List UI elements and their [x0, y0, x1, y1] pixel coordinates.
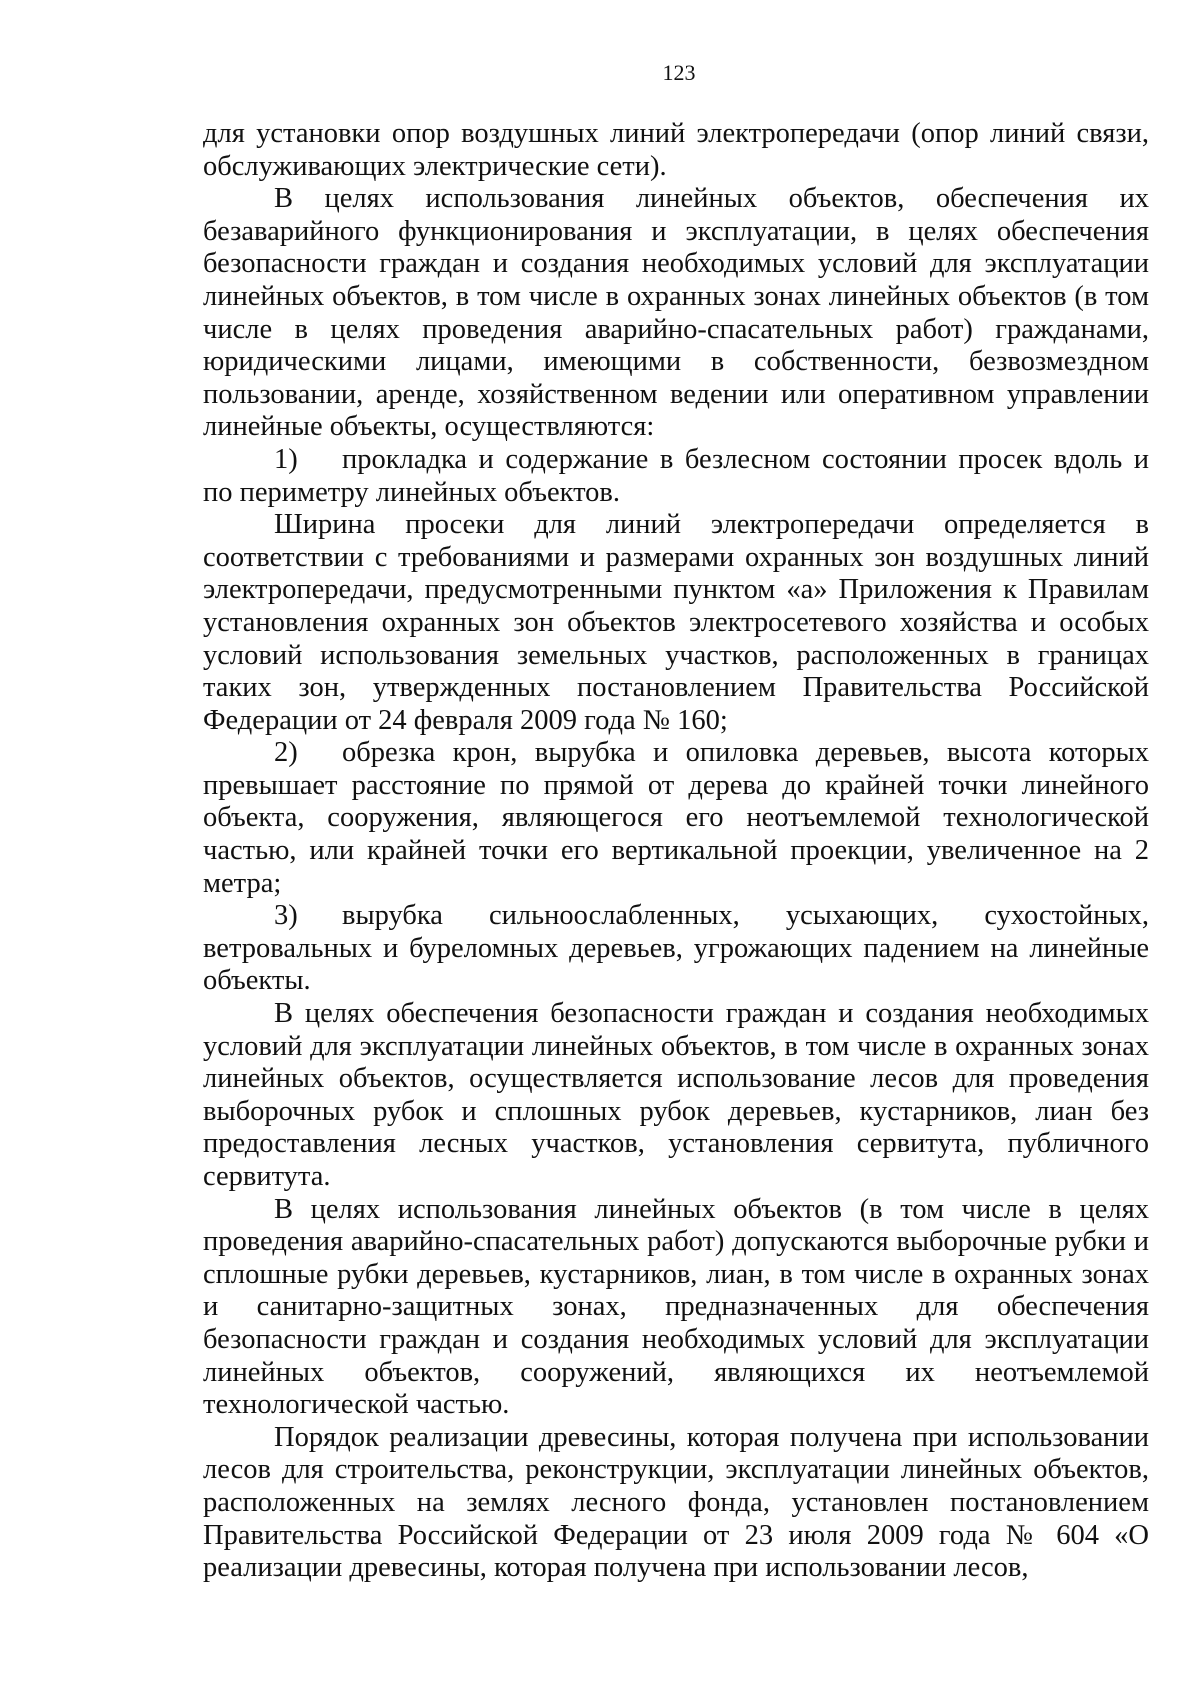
list-item-text: прокладка и содержание в безлесном состоянии просек вдоль и по периметру линейных объектов. — [203, 443, 1149, 508]
list-item-number: 3) — [274, 900, 298, 932]
continuation-paragraph: для установки опор воздушных линий электропередачи (опор линий связи, обслуживающих электрические сети). — [203, 118, 1149, 182]
paragraph: В целях использования линейных объектов (в том числе в целях проведения аварийно-спасательных работ) допускаются выборочные рубки и сплошные рубки деревьев, кустарников, лиан, в том числе в охранных зонах и санитарно-защитных зонах, предназначенных для обеспечения безопасности граждан и создания необходимых условий для эксплуатации линейных объектов, сооружений, являющихся их неотъемлемой технологической частью. — [203, 1193, 1149, 1421]
list-item — [203, 737, 1149, 900]
list-item — [203, 444, 1149, 509]
list-item-text: обрезка крон, вырубка и опиловка деревьев, высота которых превышает расстояние по прямой от дерева до крайней точки линейного объекта, сооружения, являющегося его неотъемлемой технологической частью, или крайней точки его вертикальной проекции, увеличенное на 2 метра; — [203, 737, 1149, 899]
paragraph: В целях использования линейных объектов, обеспечения их безаварийного функционирования и эксплуатации, в целях обеспечения безопасности граждан и создания необходимых условий для эксплуатации линейных объектов, в том числе в охранных зонах линейных объектов (в том числе в целях проведения аварийно-спасательных работ) гражданами, юридическими лицами, имеющими в собственности, безвозмездном пользовании, аренде, хозяйственном ведении или оперативном управлении линейные объекты, осуществляются: — [203, 183, 1149, 443]
list-item-number: 1) — [274, 443, 298, 475]
paragraph: В целях обеспечения безопасности граждан и создания необходимых условий для эксплуатации линейных объектов, в том числе в охранных зонах линейных объектов, осуществляется использование лесов для проведения выборочных рубок и сплошных рубок деревьев, кустарников, лиан без предоставления лесных участков, установления сервитута, публичного сервитута. — [203, 998, 1149, 1192]
paragraph: Ширина просеки для линий электропередачи определяется в соответствии с требованиями и размерами охранных зон воздушных линий электропередачи, предусмотренными пунктом «а» Приложения к Правилам установления охранных зон объектов электросетевого хозяйства и особых условий использования земельных участков, расположенных в границах таких зон, утвержденных постановлением Правительства Российской Федерации от 24 февраля 2009 года № 160; — [203, 509, 1149, 736]
list-item-text: вырубка сильноослабленных, усыхающих, сухостойных, ветровальных и буреломных деревьев, угрожающих падением на линейные объекты. — [203, 900, 1149, 997]
document-body — [203, 118, 1149, 1585]
page-number: 123 — [662, 60, 696, 85]
paragraph-continued: Порядок реализации древесины, которая получена при использовании лесов для строительства, реконструкции, эксплуатации линейных объектов, расположенных на землях лесного фонда, установлен постановлением Правительства Российской Федерации от 23 июля 2009 года № 604 «О реализации древесины, которая получена при использовании лесов, — [203, 1421, 1149, 1584]
list-item-number: 2) — [274, 737, 298, 769]
list-item — [203, 900, 1149, 998]
